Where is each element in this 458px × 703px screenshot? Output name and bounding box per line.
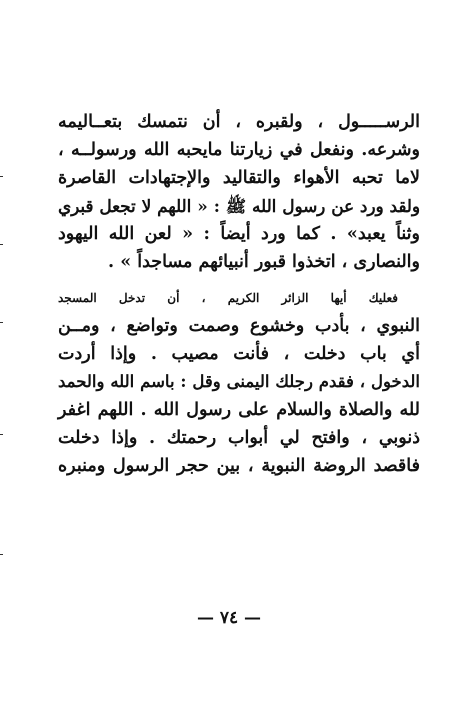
text-line: ولقد ورد عن رسول الله ﷺ : « اللهم لا تجعل قبري bbox=[58, 196, 420, 216]
text-line: النبوي ، بأدب وخشوع وصمت وتواضع ، ومــن bbox=[58, 316, 420, 336]
text-line: فاقصد الروضة النبوية ، بين حجر الرسول ومنبره bbox=[58, 456, 420, 476]
page-number: — ٧٤ — bbox=[196, 608, 262, 628]
text-line: الدخول ، فقدم رجلك اليمنى وقل : باسم الله والحمد bbox=[58, 372, 420, 391]
scan-edge-mark bbox=[0, 434, 3, 435]
text-line: ذنوبي ، وافتح لي أبواب رحمتك . وإذا دخلت bbox=[58, 428, 420, 448]
paragraph bbox=[58, 108, 420, 276]
text-line: لاما تحبه الأهواء والتقاليد والإجتهادات القاصرة bbox=[58, 168, 420, 188]
text-line: فعليك أيها الزائر الكريم ، أن تدخل المسجد bbox=[58, 291, 398, 305]
scan-edge-mark bbox=[0, 176, 3, 177]
paragraph bbox=[58, 284, 420, 480]
text-line: وشرعه. ونفعل في زيارتنا مايحبه الله ورسولــه ، bbox=[58, 140, 420, 160]
text-line: والنصارى ، اتخذوا قبور أنبيائهم مساجداً » . bbox=[108, 252, 420, 272]
scan-edge-mark bbox=[0, 322, 3, 323]
body-text bbox=[58, 108, 420, 480]
text-line: لله والصلاة والسلام على رسول الله . اللهم اغفر bbox=[58, 400, 420, 420]
scan-edge-mark bbox=[0, 554, 3, 555]
text-line: وثناً يعبد» . كما ورد أيضاً : « لعن الله اليهود bbox=[58, 224, 420, 244]
scan-edge-mark bbox=[0, 244, 3, 245]
text-line: الرســـــول ، ولقبره ، أن نتمسك بتعــاليمه bbox=[58, 112, 420, 132]
text-line: أي باب دخلت ، فأنت مصيب . وإذا أردت bbox=[58, 344, 420, 364]
